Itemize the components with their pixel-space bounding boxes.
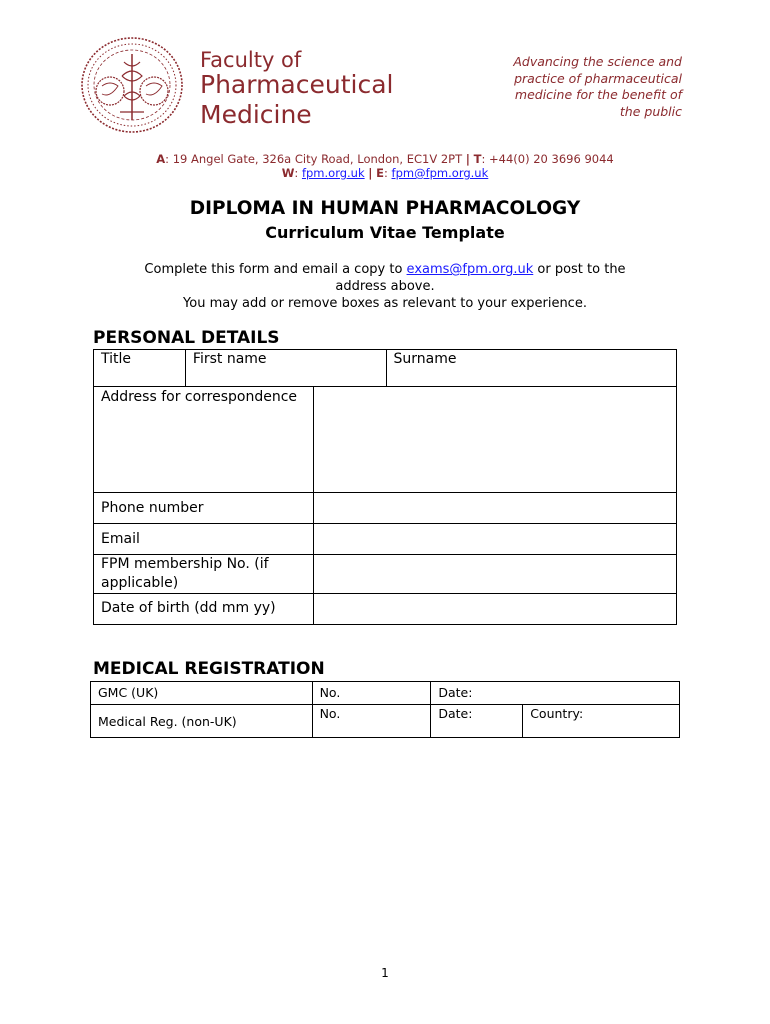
gmc-number-field[interactable]: No.	[312, 682, 431, 705]
personal-details-heading: PERSONAL DETAILS	[93, 328, 280, 348]
email-input[interactable]	[313, 524, 676, 555]
org-name-line-3: Medicine	[200, 100, 312, 129]
address-label: A	[156, 152, 166, 166]
page-number: 1	[381, 966, 389, 980]
non-uk-date-field[interactable]: Date:	[431, 705, 523, 738]
medical-registration-heading: MEDICAL REGISTRATION	[93, 659, 325, 679]
gmc-label: GMC (UK)	[91, 682, 313, 705]
instructions-line-1	[0, 261, 770, 278]
gmc-date-field[interactable]: Date:	[431, 682, 680, 705]
membership-input[interactable]	[313, 555, 676, 594]
first-name-field-label[interactable]: First name	[185, 350, 386, 387]
exams-email-link[interactable]: exams@fpm.org.uk	[406, 262, 534, 277]
non-uk-reg-label: Medical Reg. (non-UK)	[91, 705, 313, 738]
email-label: E	[376, 166, 384, 180]
dob-label: Date of birth (dd mm yy)	[94, 594, 314, 625]
org-name-line-1: Faculty of	[200, 48, 302, 72]
instructions-suffix: or post to the	[533, 262, 626, 277]
phone-input[interactable]	[313, 493, 676, 524]
contact-line-web: W: fpm.org.uk | E: fpm@fpm.org.uk	[281, 166, 489, 180]
email-link[interactable]: fpm@fpm.org.uk	[391, 166, 489, 180]
email-label: Email	[94, 524, 314, 555]
address-text: : 19 Angel Gate, 326a City Road, London, EC1V 2PT	[165, 152, 466, 166]
title-field-label[interactable]: Title	[94, 350, 186, 387]
website-link[interactable]: fpm.org.uk	[301, 166, 365, 180]
phone-label: T	[473, 152, 482, 166]
tagline	[490, 54, 682, 120]
membership-label: FPM membership No. (if applicable)	[94, 555, 314, 594]
medical-registration-table	[90, 681, 680, 738]
tagline-line: practice of pharmaceutical	[514, 70, 682, 86]
instructions-line-3: You may add or remove boxes as relevant to your experience.	[183, 296, 587, 311]
country-field[interactable]: Country:	[523, 705, 680, 738]
contact-line-address	[0, 152, 770, 166]
instructions-prefix: Complete this form and email a copy to	[144, 262, 407, 277]
personal-details-table	[93, 349, 677, 625]
document-title: DIPLOMA IN HUMAN PHARMACOLOGY	[189, 198, 581, 219]
tagline-line: medicine for the benefit of	[514, 87, 682, 102]
fpm-seal-logo	[80, 36, 184, 134]
web-label: W	[281, 166, 295, 180]
instructions-line-2: address above.	[335, 279, 435, 294]
address-label: Address for correspondence	[94, 387, 314, 493]
non-uk-number-field[interactable]: No.	[312, 705, 431, 738]
dob-input[interactable]	[313, 594, 676, 625]
phone-label: Phone number	[94, 493, 314, 524]
separator: |	[368, 166, 373, 180]
org-name-line-2: Pharmaceutical	[200, 70, 394, 99]
separator: |	[465, 152, 470, 166]
tagline-line: the public	[619, 103, 682, 119]
phone-text: : +44(0) 20 3696 9044	[481, 152, 614, 166]
document-subtitle: Curriculum Vitae Template	[265, 223, 505, 242]
address-input[interactable]	[313, 387, 676, 493]
surname-field-label[interactable]: Surname	[386, 350, 676, 387]
tagline-line: Advancing the science and	[513, 54, 682, 69]
